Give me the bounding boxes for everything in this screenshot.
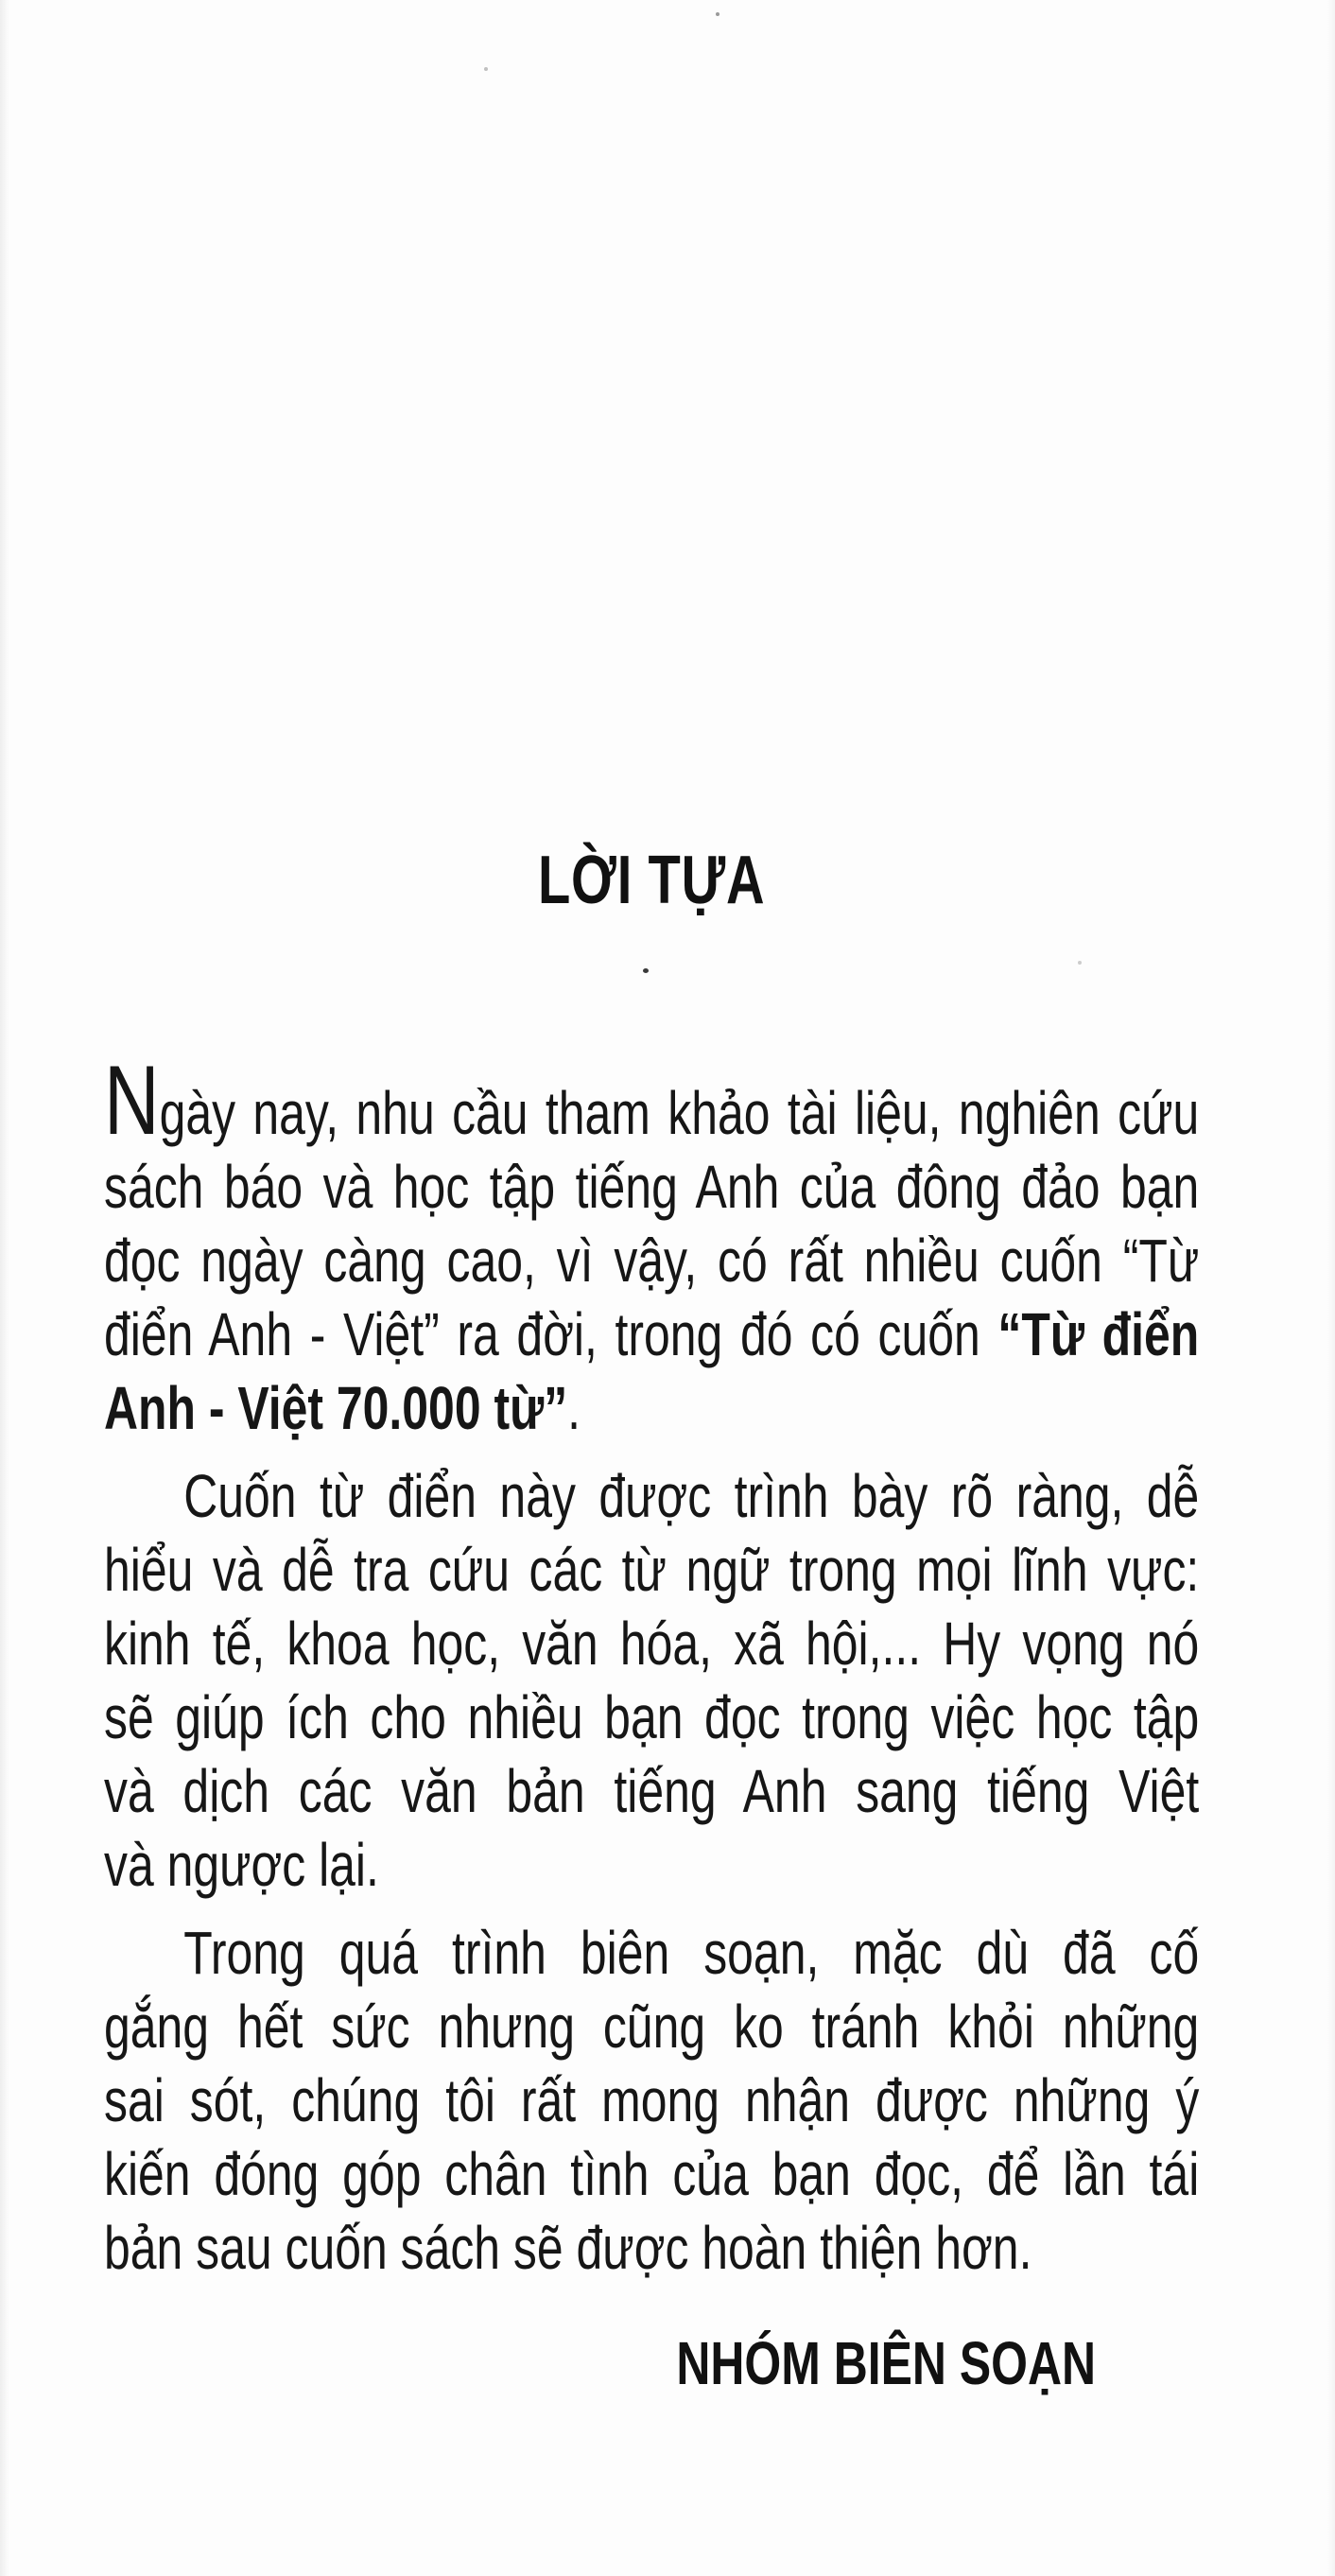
text-segment: điển Anh - Việt” ra đời, trong đó có cuốn: [103, 1300, 998, 1368]
text-segment: Cuốn từ điển này được trình bày rõ ràng, dễ: [183, 1462, 1200, 1530]
paragraph: [104, 1916, 1199, 2285]
text-line: [104, 2063, 1199, 2137]
text-line: [104, 1754, 1199, 1828]
text-segment: và ngược lại.: [103, 1831, 379, 1899]
paragraph: [103, 1046, 1200, 1445]
text-line: [103, 1046, 1200, 1156]
text-segment: .: [567, 1374, 581, 1442]
text-segment: đọc ngày càng cao, vì vậy, có rất nhiều cuốn “Từ: [103, 1227, 1200, 1295]
paragraph: [104, 1459, 1199, 1902]
text-segment: bản sau cuốn sách sẽ được hoàn thiện hơn.: [103, 2214, 1032, 2282]
text-segment: sách báo và học tập tiếng Anh của đông đảo bạn: [103, 1153, 1200, 1221]
text-column: [104, 0, 1199, 2576]
text-segment: Trong quá trình biên soạn, mặc dù đã cố: [183, 1919, 1200, 1987]
text-segment: sai sót, chúng tôi rất mong nhận được những ý: [103, 2066, 1200, 2134]
text-segment: kinh tế, khoa học, văn hóa, xã hội,... Hy vọng nó: [103, 1610, 1200, 1678]
text-line: [104, 1990, 1199, 2063]
preface-body: [103, 1046, 1200, 2285]
text-segment: gày nay, nhu cầu tham khảo tài liệu, nghiên cứu: [159, 1079, 1200, 1147]
text-line: [104, 1533, 1199, 1607]
bold-text-segment: “Từ điển: [997, 1300, 1200, 1368]
text-line: [104, 1371, 1199, 1445]
text-segment: gắng hết sức nhưng cũng ko tránh khỏi những: [103, 1993, 1200, 2061]
text-line: [104, 1680, 1199, 1754]
text-line: [104, 1297, 1199, 1371]
text-line: [104, 1828, 1199, 1902]
text-segment: và dịch các văn bản tiếng Anh sang tiếng Việt: [103, 1757, 1200, 1825]
bold-text-segment: Anh - Việt 70.000 từ”: [103, 1374, 568, 1442]
text-line: [104, 2137, 1199, 2211]
text-line: [104, 1916, 1199, 1990]
text-segment: kiến đóng góp chân tình của bạn đọc, để lần tái: [103, 2140, 1200, 2208]
text-segment: sẽ giúp ích cho nhiều bạn đọc trong việc học tập: [103, 1683, 1200, 1751]
text-line: [104, 1607, 1199, 1680]
drop-cap-letter: N: [103, 1046, 160, 1156]
text-line: [104, 1459, 1199, 1533]
page-title: LỜI TỰA: [537, 843, 766, 919]
text-line: [104, 1150, 1199, 1224]
signature: NHÓM BIÊN SOẠN: [676, 2329, 1097, 2397]
text-line: [104, 2211, 1199, 2285]
text-segment: hiểu và dễ tra cứu các từ ngữ trong mọi lĩnh vực:: [103, 1536, 1200, 1604]
text-line: [104, 1224, 1199, 1297]
